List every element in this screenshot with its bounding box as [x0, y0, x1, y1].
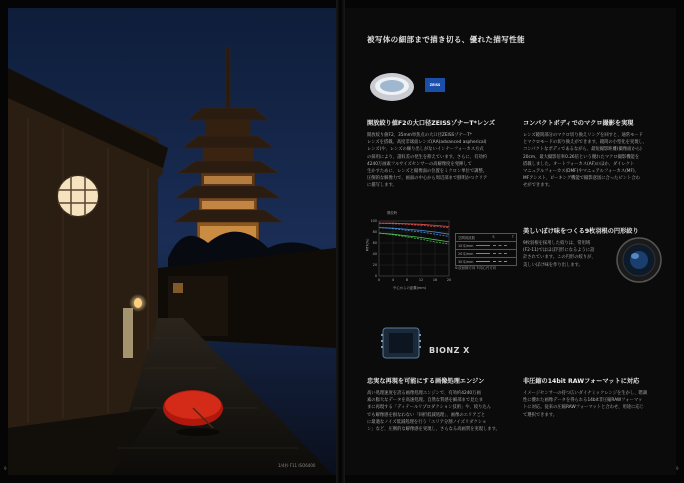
y-tick-label: 40: [372, 252, 377, 256]
engine-section-title: 忠実な再現を可能にする画像処理エンジン: [367, 378, 485, 385]
legend-row-20: 20本/mm: [458, 252, 474, 256]
macro-section-body: レンズ鏡筒部分のマクロ切り換えリングを回すと、通常モード とマクロモードの切り換えができます。鏡筒の小型化を実現し、 コンパクトなボディであるながら、最短撮影距離(撮像面から) 20cm、最大撮影倍率0.26倍という優れたマクロ撮影機能を 搭載しました。オートフォーカス(AF)のほか、ダイレクト マニュアルフォーカス(DMF)やマニュアルフォーカス(MF)、 MFアシスト、ピーキング機能で撮影意図に合ったピント合わ せができます。: [523, 133, 648, 189]
right-page: [345, 8, 676, 475]
chart-ylabel: MTF(%): [365, 238, 370, 252]
lens-section-body: 開放絞り値F2、35mm単焦点の大口径ZEISSゾナーT* レンズを搭載。高度非球面レンズ(AA(advanced aspherical) レンズ)や、レンズの繰り出しがないインナーフォーカス方式 の採用により、諸収差の発生を抑えています。さらに、有効約 4240万画素フルサイズセンサーの高解像度を発揮して 生かすために、レンズと撮像面の位置をミクロン単位で調整。 圧倒的な解像力で、画面の中心から周辺部まで鮮明かつクリア に描写します。: [367, 133, 488, 189]
chart-title: 開放時: [387, 211, 398, 215]
kyoto-night-scene: [8, 8, 336, 475]
x-tick-label: 0: [377, 278, 381, 282]
legend-header-t: T: [511, 235, 514, 239]
y-tick-label: 80: [372, 230, 377, 234]
y-tick-label: 0: [374, 274, 377, 278]
zeiss-logo: ZEISS: [425, 78, 445, 92]
legend-header-s: S: [492, 235, 495, 239]
page-headline: 被写体の細部まで描き切る、優れた描写性能: [367, 35, 525, 44]
legend-note: S:放射線方向 T:同心円方向: [455, 266, 497, 270]
y-tick-label: 60: [372, 241, 377, 245]
chart-legend-table: [455, 233, 517, 266]
plot-frame: [379, 221, 449, 276]
x-tick-label: 20: [446, 278, 452, 282]
lens-filter-image: [367, 70, 417, 104]
series-line: [379, 233, 449, 244]
chart-xlabel: 中心からの距離(mm): [393, 286, 426, 290]
spine-gutter: [336, 0, 345, 483]
x-tick-label: 4: [391, 278, 395, 282]
raw-section-title: 非圧縮の14bit RAWフォーマットに対応: [523, 378, 640, 385]
y-tick-label: 20: [372, 263, 377, 267]
y-tick-label: 100: [370, 219, 377, 223]
macro-section-title: コンパクトボディでのマクロ撮影を実現: [523, 120, 634, 127]
x-tick-label: 8: [405, 278, 409, 282]
left-page-number: 9: [4, 466, 7, 471]
photo-caption: 1/4秒 F11 ISO6400: [278, 463, 316, 468]
bokeh-section-body: 9枚羽根を採用した絞りは、常用域 (F2-11)ではほぼ円形になるように設 計されています。この円形の絞りが、 美しいぼけ味を作り出します。: [523, 241, 596, 268]
x-tick-label: 16: [432, 278, 438, 282]
night-photo: [8, 8, 336, 475]
lens-section-title: 開放絞り値F2の大口径ZEISSゾナーT*レンズ: [367, 120, 496, 127]
aperture-image: [615, 236, 663, 284]
legend-header-freq: 空間周波数: [458, 236, 475, 240]
legend-row-10: 10本/mm: [458, 244, 474, 248]
engine-section-body: 高い処理速度を誇る画像処理エンジンで、有効約4240万画 素の膨大なデータを高速処理。自然な質感を細部まで見たま まに再現する「ディテールリプロダクション技術」や、絞り込ん でも解像感を損なわない「回折低減処理」、画像のエリアごと に最適なノイズ低減処理を行う「エリア分割ノイズリダクショ ン」など、圧倒的な解像感を実現し、さらなる高画質を実現します。: [367, 391, 500, 433]
raw-section-body: イメージセンサーの持つ広いダイナミックレンジを生かし、階調 性に優れた画像データを得られる14bit非圧縮RAWフォーマッ トに対応。従来の圧縮RAWフォーマットと合わせ、用途に応じ て選択できます。: [523, 391, 648, 418]
mtf-chart: [367, 213, 517, 288]
right-page-number: 9: [676, 466, 679, 471]
bokeh-section-title: 美しいぼけ味をつくる9枚羽根の円形絞り: [523, 228, 639, 235]
bionz-chip-image: [381, 326, 421, 360]
x-tick-label: 12: [418, 278, 424, 282]
bionz-logo: BIONZ X: [429, 346, 470, 355]
legend-row-30: 30本/mm: [458, 260, 474, 264]
